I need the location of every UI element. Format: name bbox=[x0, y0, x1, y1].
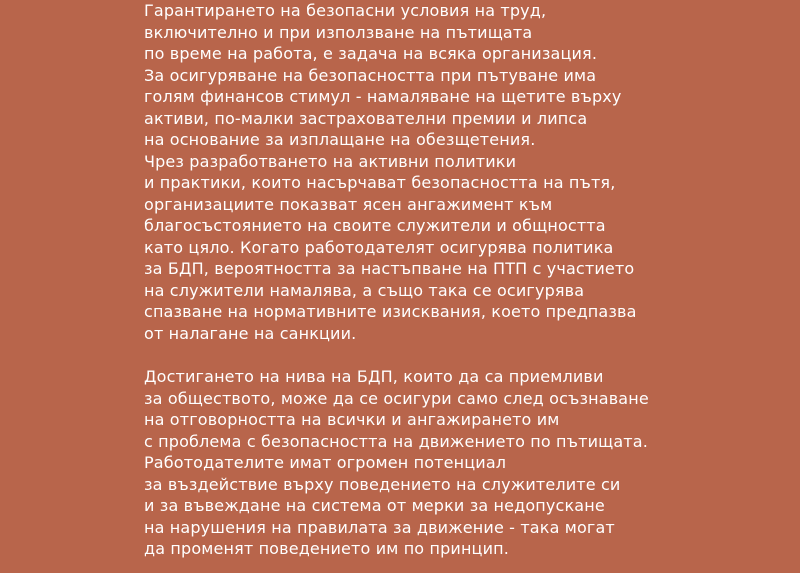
text-line: Гарантирането на безопасни условия на труд, bbox=[144, 1, 547, 20]
paragraph-1 bbox=[144, 0, 784, 344]
paragraph-2 bbox=[144, 366, 784, 560]
text-line: с проблема с безопасността на движението по пътищата. bbox=[144, 431, 648, 451]
text-line: голям финансов стимул - намаляване на щетите върху bbox=[144, 87, 622, 106]
text-line: от налагане на санкции. bbox=[144, 323, 357, 343]
text-line: на основание за изплащане на обезщетения. bbox=[144, 130, 536, 149]
text-line: да променят поведението им по принцип. bbox=[144, 539, 509, 558]
text-line: на отговорността на всички и ангажирането им bbox=[144, 410, 560, 429]
text-line: Работодателите имат огромен потенциал bbox=[144, 453, 507, 472]
text-line: за БДП, вероятността за настъпване на ПТП с участието bbox=[144, 259, 635, 278]
text-line: За осигуряване на безопасността при пътуване има bbox=[144, 65, 597, 85]
text-line: включително и при използване на пътищата bbox=[144, 22, 533, 42]
text-line: за въздействие върху поведението на служителите си bbox=[144, 474, 621, 494]
text-line: и за въвеждане на система от мерки за недопускане bbox=[144, 496, 605, 515]
text-line: спазване на нормативните изисквания, което предпазва bbox=[144, 302, 637, 321]
text-line: Достигането на нива на БДП, които да са приемливи bbox=[144, 367, 604, 386]
text-line: и практики, които насърчават безопасността на пътя, bbox=[144, 173, 616, 192]
text-line: активи, по-малки застрахователни премии и липса bbox=[144, 108, 588, 128]
text-line: благосъстоянието на своите служители и общността bbox=[144, 216, 606, 235]
text-line: Чрез разработването на активни политики bbox=[144, 151, 517, 171]
text-line: на нарушения на правилата за движение - така могат bbox=[144, 517, 615, 537]
text-line: организациите показват ясен ангажимент към bbox=[144, 194, 553, 214]
text-line: за обществото, може да се осигури само след осъзнаване bbox=[144, 388, 649, 408]
text-line: като цяло. Когато работодателят осигурява политика bbox=[144, 237, 614, 257]
text-line: на служители намалява, а също така се осигурява bbox=[144, 280, 585, 300]
text-line: по време на работа, е задача на всяка организация. bbox=[144, 44, 598, 63]
